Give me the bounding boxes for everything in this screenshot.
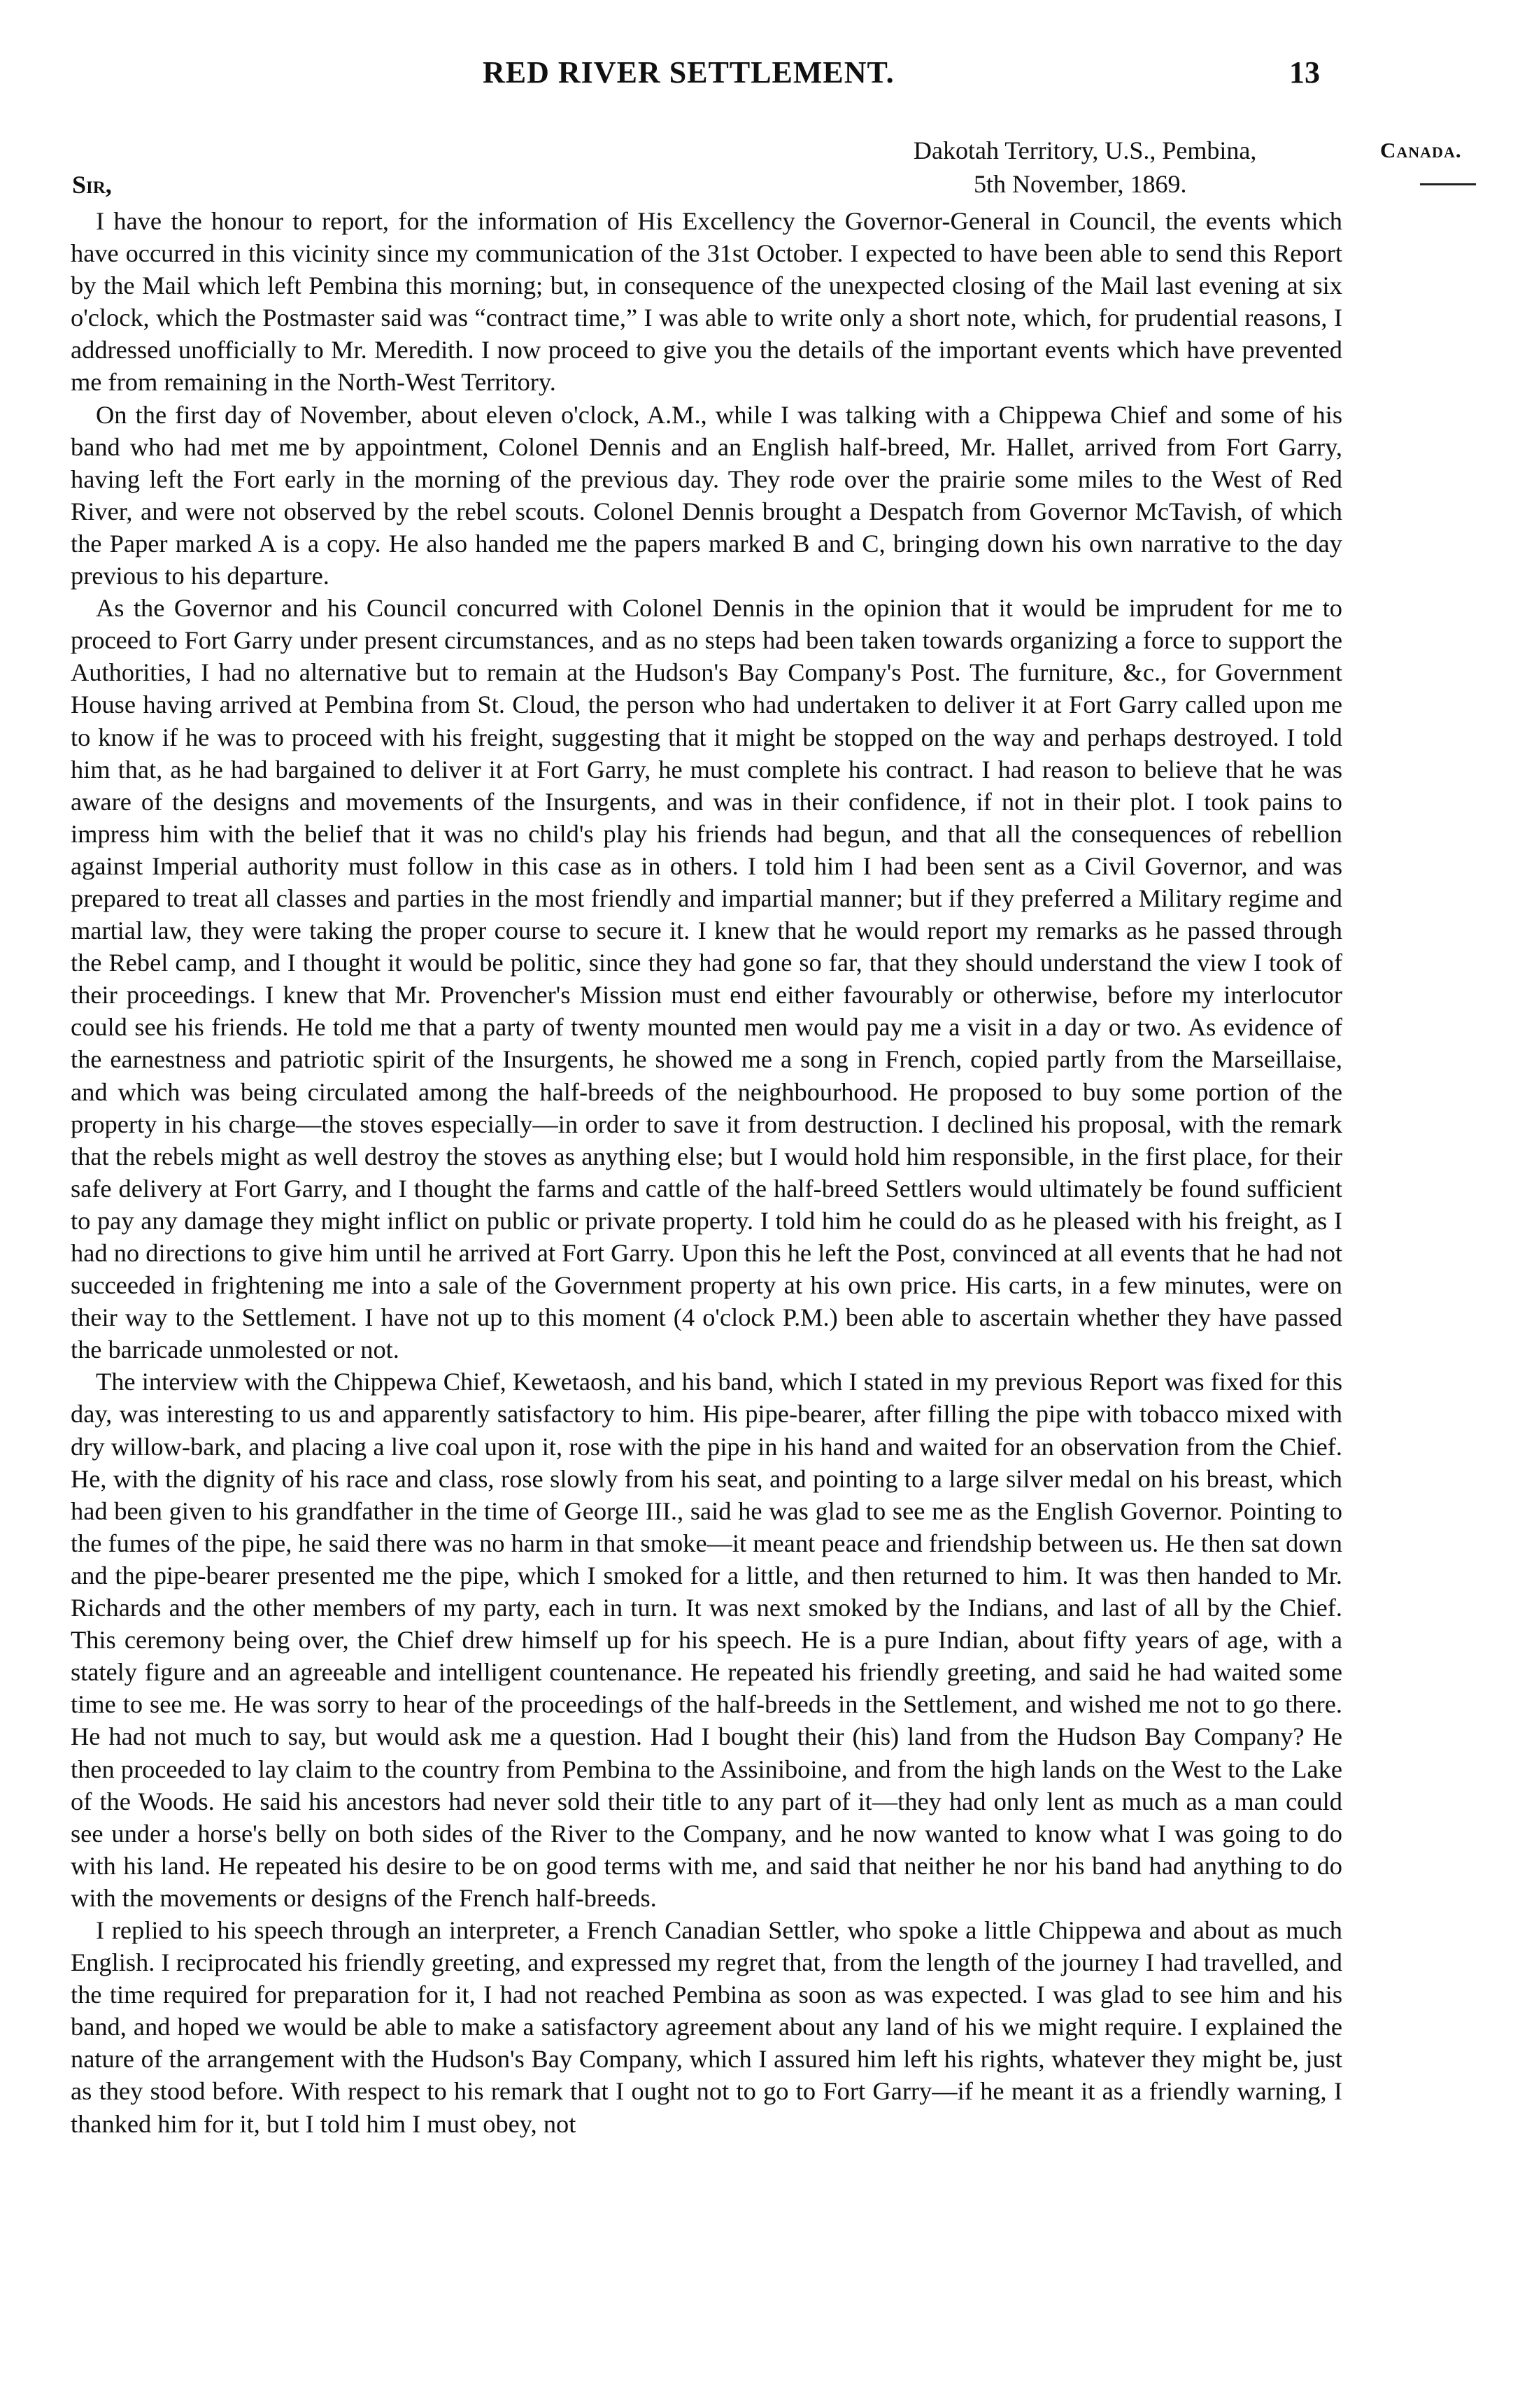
salutation: Sir, bbox=[72, 171, 112, 199]
dateline-date: 5th November, 1869. bbox=[974, 170, 1187, 198]
margin-rule bbox=[1420, 183, 1476, 185]
letter-body bbox=[71, 205, 1342, 2140]
dateline-place: Dakotah Territory, U.S., Pembina, bbox=[914, 136, 1257, 164]
margin-note: Canada. bbox=[1380, 138, 1462, 162]
paragraph-3: As the Governor and his Council concurred with Colonel Dennis in the opinion that it would be imprudent for me to proceed to Fort Garry under present circumstances, and as no steps had been taken towards organizing a force to support the Authorities, I had no alternative but to remain at the Hudson's Bay Company's Post. The furniture, &c., for Government House having arrived at Pembina from St. Cloud, the person who had undertaken to deliver it at Fort Garry called upon me to know if he was to proceed with his freight, suggesting that it might be stopped on the way and perhaps destroyed. I told him that, as he had bargained to deliver it at Fort Garry, he must complete his contract. I had reason to believe that he was aware of the designs and movements of the Insurgents, and was in their confidence, if not in their plot. I took pains to impress him with the belief that it was no child's play his friends had begun, and that all the consequences of rebellion against Imperial authority must follow in this case as in others. I told him I had been sent as a Civil Governor, and was prepared to treat all classes and parties in the most friendly and impartial manner; but if they preferred a Military regime and martial law, they were taking the proper course to secure it. I knew that he would report my remarks as he passed through the Rebel camp, and I thought it would be politic, since they had gone so far, that they should understand the view I took of their proceedings. I knew that Mr. Provencher's Mission must end either favourably or otherwise, before my interlocutor could see his friends. He told me that a party of twenty mounted men would pay me a visit in a day or two. As evidence of the earnestness and patriotic spirit of the Insurgents, he showed me a song in French, copied partly from the Marseillaise, and which was being circulated among the half-breeds of the neighbourhood. He proposed to buy some portion of the property in his charge—the stoves especially—in order to save it from destruction. I declined his proposal, with the remark that the rebels might as well destroy the stoves as anything else; but I would hold him responsible, in the first place, for their safe delivery at Fort Garry, and I thought the farms and cattle of the half-breed Settlers would ultimately be found sufficient to pay any damage they might inflict on public or private property. I told him he could do as he pleased with his freight, as I had no directions to give him until he arrived at Fort Garry. Upon this he left the Post, convinced at all events that he had not succeeded in frightening me into a sale of the Government property at his own price. His carts, in a few minutes, were on their way to the Settlement. I have not up to this moment (4 o'clock P.M.) been able to ascertain whether they have passed the barricade unmolested or not. bbox=[71, 594, 1342, 1364]
paragraph-2: On the first day of November, about eleven o'clock, A.M., while I was talking with a Chippewa Chief and some of his band who had met me by appointment, Colonel Dennis and an English half-breed, Mr. Hallet, arrived from Fort Garry, having left the Fort early in the morning of the previous day. They rode over the prairie some miles to the West of Red River, and were not observed by the rebel scouts. Colonel Dennis brought a Despatch from Governor McTavish, of which the Paper marked A is a copy. He also handed me the papers marked B and C, bringing down his own narrative to the day previous to his departure. bbox=[71, 400, 1342, 590]
page-number: 13 bbox=[1289, 55, 1320, 90]
paragraph-4: The interview with the Chippewa Chief, Kewetaosh, and his band, which I stated in my previous Report was fixed for this day, was interesting to us and apparently satisfactory to him. His pipe-bearer, after filling the pipe with tobacco mixed with dry willow-bark, and placing a live coal upon it, rose with the pipe in his hand and waited for an observation from the Chief. He, with the dignity of his race and class, rose slowly from his seat, and pointing to a large silver medal on his breast, which had been given to his grandfather in the time of George III., said he was glad to see me as the English Governor. Pointing to the fumes of the pipe, he said there was no harm in that smoke—it meant peace and friendship between us. He then sat down and the pipe-bearer presented me the pipe, which I smoked for a little, and then returned to him. It was then handed to Mr. Richards and the other members of my party, each in turn. It was next smoked by the Indians, and last of all by the Chief. This ceremony being over, the Chief drew himself up for his speech. He is a pure Indian, about fifty years of age, with a stately figure and an agreeable and intelligent countenance. He repeated his friendly greeting, and said he had waited some time to see me. He was sorry to hear of the proceedings of the half-breeds in the Settlement, and wished me not to go there. He had not much to say, but would ask me a question. Had I bought their (his) land from the Hudson Bay Company? He then proceeded to lay claim to the country from Pembina to the Assiniboine, and from the high lands on the West to the Lake of the Woods. He said his ancestors had never sold their title to any part of it—they had only lent as much as a man could see under a horse's belly on both sides of the River to the Company, and he now wanted to know what I was going to do with his land. He repeated his desire to be on good terms with me, and said that neither he nor his band had anything to do with the movements or designs of the French half-breeds. bbox=[71, 1368, 1342, 1912]
paragraph-1: I have the honour to report, for the information of His Excellency the Governor-General in Council, the events which have occurred in this vicinity since my communication of the 31st October. I expected to have been able to send this Report by the Mail which left Pembina this morning; but, in consequence of the unexpected closing of the Mail last evening at six o'clock, which the Postmaster said was “contract time,” I was able to write only a short note, which, for prudential reasons, I addressed unofficially to Mr. Meredith. I now proceed to give you the details of the important events which have prevented me from remaining in the North-West Territory. bbox=[71, 207, 1342, 397]
running-header: RED RIVER SETTLEMENT. bbox=[483, 55, 895, 90]
paragraph-5: I replied to his speech through an interpreter, a French Canadian Settler, who spoke a little Chippewa and about as much English. I reciprocated his friendly greeting, and expressed my regret that, from the length of the journey I had travelled, and the time required for preparation for it, I had not reached Pembina as soon as was expected. I was glad to see him and his band, and hoped we would be able to make a satisfactory agreement about any land of his we might require. I explained the nature of the arrangement with the Hudson's Bay Company, which I assured him left his rights, whatever they might be, just as they stood before. With respect to his remark that I ought not to go to Fort Garry—if he meant it as a friendly warning, I thanked him for it, but I told him I must obey, not bbox=[71, 1915, 1342, 2138]
